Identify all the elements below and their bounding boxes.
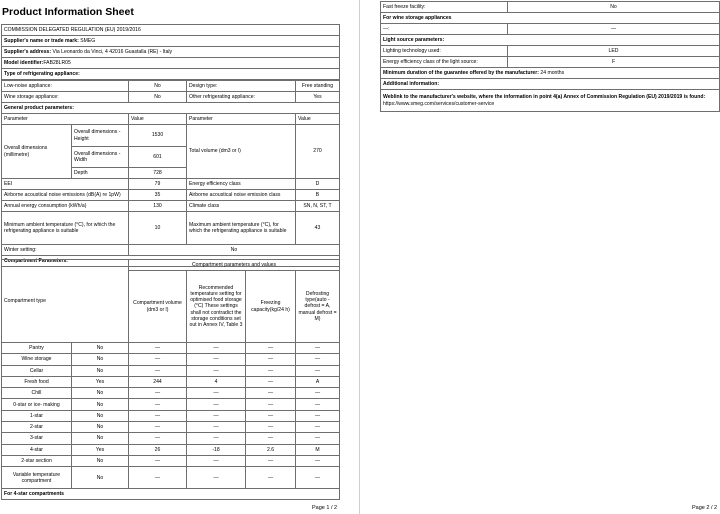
compartment-name: 2-star section bbox=[2, 455, 72, 466]
compartment-present: No bbox=[72, 467, 129, 489]
parameter-header-2: Parameter bbox=[187, 114, 296, 125]
compartment-name: Cellar bbox=[2, 365, 72, 376]
wine-storage-value: No bbox=[129, 92, 187, 103]
compartment-present: No bbox=[72, 455, 129, 466]
annual-energy-value: 130 bbox=[129, 201, 187, 212]
compartment-name: Chill bbox=[2, 388, 72, 399]
supplier-name-row: Supplier's name or trade mark: SMEG bbox=[2, 36, 340, 47]
winter-setting-label: Winter setting: bbox=[2, 245, 129, 256]
wine-row-value: — bbox=[508, 24, 720, 35]
compartment-row bbox=[2, 433, 340, 444]
compartment-freezing: — bbox=[246, 422, 296, 433]
page-number: Page 1 / 2 bbox=[312, 505, 338, 511]
low-noise-value: No bbox=[129, 81, 187, 92]
light-class-label: Energy efficiency class of the light source: bbox=[381, 57, 508, 68]
four-star-heading: For 4-star compartments bbox=[2, 489, 340, 500]
compartment-row bbox=[2, 388, 340, 399]
design-type-value: Free standing bbox=[296, 81, 340, 92]
general-parameters-table bbox=[1, 102, 340, 267]
height-label: Overall dimensions - Height bbox=[72, 125, 129, 147]
compartment-present: No bbox=[72, 354, 129, 365]
compartment-defrost: — bbox=[296, 399, 340, 410]
compartment-volume: 244 bbox=[129, 376, 187, 387]
design-type-label: Design type: bbox=[187, 81, 296, 92]
regulation-text: COMMISSION DELEGATED REGULATION (EU) 2019/2016 bbox=[2, 25, 340, 36]
noise-class-value: B bbox=[296, 190, 340, 201]
compartment-temp: — bbox=[187, 433, 246, 444]
compartment-defrost: A bbox=[296, 376, 340, 387]
fast-freeze-label: Fast freeze facility: bbox=[381, 2, 508, 13]
compartment-row bbox=[2, 444, 340, 455]
guarantee-row: Minimum duration of the guarantee offered by the manufacturer: 24 months bbox=[381, 68, 720, 79]
lighting-tech-value: LED bbox=[508, 46, 720, 57]
energy-class-value: D bbox=[296, 179, 340, 190]
wine-storage-label: Wine storage appliance: bbox=[2, 92, 129, 103]
other-appliance-value: Yes bbox=[296, 92, 340, 103]
compartment-temp: -18 bbox=[187, 444, 246, 455]
compartment-table bbox=[1, 259, 340, 500]
compartment-defrost: — bbox=[296, 433, 340, 444]
compartment-row bbox=[2, 422, 340, 433]
compartment-temp: — bbox=[187, 343, 246, 354]
compartment-temp: — bbox=[187, 354, 246, 365]
max-temp-value: 43 bbox=[296, 212, 340, 245]
compartment-row bbox=[2, 343, 340, 354]
compartment-temp: — bbox=[187, 388, 246, 399]
compartment-heading: Compartment Parameters: bbox=[2, 256, 340, 267]
value-header-2: Value bbox=[296, 114, 340, 125]
wine-row-label: —: bbox=[381, 24, 508, 35]
compartment-freezing: — bbox=[246, 388, 296, 399]
compartment-freezing: — bbox=[246, 455, 296, 466]
compartment-present: No bbox=[72, 433, 129, 444]
compartment-temp: — bbox=[187, 365, 246, 376]
height-value: 1530 bbox=[129, 125, 187, 147]
volume-column-header: Compartment volume (dm3 or l) bbox=[129, 271, 187, 343]
compartment-row bbox=[2, 410, 340, 421]
lighting-tech-label: Lighting technology used: bbox=[381, 46, 508, 57]
compartment-temp: 4 bbox=[187, 376, 246, 387]
parameter-header: Parameter bbox=[2, 114, 129, 125]
compartment-name: 0-star or ice- making bbox=[2, 399, 72, 410]
general-heading: General product parameters: bbox=[2, 103, 340, 114]
compartment-row bbox=[2, 365, 340, 376]
compartment-name: 1-star bbox=[2, 410, 72, 421]
page2-table bbox=[380, 1, 720, 112]
width-value: 601 bbox=[129, 147, 187, 168]
page-title: Product Information Sheet bbox=[2, 6, 134, 18]
compartment-temp: — bbox=[187, 410, 246, 421]
compartment-name: 2-star bbox=[2, 422, 72, 433]
compartment-params-header: Compartment parameters and values bbox=[129, 260, 340, 271]
compartment-defrost: — bbox=[296, 354, 340, 365]
compartment-name: Variable temperature compartment bbox=[2, 467, 72, 489]
compartment-defrost: — bbox=[296, 467, 340, 489]
compartment-present: Yes bbox=[72, 444, 129, 455]
light-class-value: F bbox=[508, 57, 720, 68]
appliance-type-table bbox=[1, 80, 340, 103]
compartment-row bbox=[2, 354, 340, 365]
eei-label: EEI bbox=[2, 179, 129, 190]
weblink-row: Weblink to the manufacturer's website, where the information in point 4(a) Annex of Commission Regulation (EU) 2019/2019 is found: https://www.smeg.com/services/customer-service bbox=[381, 90, 720, 112]
depth-value: 728 bbox=[129, 168, 187, 179]
compartment-freezing: — bbox=[246, 343, 296, 354]
compartment-present: No bbox=[72, 388, 129, 399]
min-temp-label: Minimum ambient temperature (°C), for which the refrigerating appliance is suitable bbox=[2, 212, 129, 245]
total-volume-value: 270 bbox=[296, 125, 340, 179]
min-temp-value: 10 bbox=[129, 212, 187, 245]
compartment-volume: — bbox=[129, 365, 187, 376]
compartment-present: No bbox=[72, 399, 129, 410]
compartment-volume: — bbox=[129, 422, 187, 433]
winter-setting-value: No bbox=[129, 245, 340, 256]
compartment-volume: — bbox=[129, 467, 187, 489]
fast-freeze-value: No bbox=[508, 2, 720, 13]
page-number-2: Page 2 / 2 bbox=[692, 505, 718, 511]
compartment-defrost: — bbox=[296, 365, 340, 376]
temperature-column-header: Recommended temperature setting for optimised food storage (°C) These settings shall not contradict the storage conditions set out in Annex IV, Table 3 bbox=[187, 271, 246, 343]
overall-dimensions-label: Overall dimensions (millimetre) bbox=[2, 125, 72, 179]
compartment-volume: — bbox=[129, 354, 187, 365]
compartment-row bbox=[2, 376, 340, 387]
compartment-temp: — bbox=[187, 399, 246, 410]
freezing-column-header: Freezing capacity(kg/24 h) bbox=[246, 271, 296, 343]
compartment-volume: — bbox=[129, 343, 187, 354]
compartment-defrost: — bbox=[296, 388, 340, 399]
energy-class-label: Energy efficiency class bbox=[187, 179, 296, 190]
climate-class-label: Climate class bbox=[187, 201, 296, 212]
max-temp-label: Maximum ambient temperature (°C), for which the refrigerating appliance is suitable bbox=[187, 212, 296, 245]
compartment-freezing: — bbox=[246, 399, 296, 410]
compartment-volume: — bbox=[129, 433, 187, 444]
additional-heading: Additional information: bbox=[381, 79, 720, 90]
compartment-volume: — bbox=[129, 399, 187, 410]
noise-class-label: Airborne acoustical noise emission class bbox=[187, 190, 296, 201]
compartment-freezing: 2.6 bbox=[246, 444, 296, 455]
compartment-row bbox=[2, 455, 340, 466]
total-volume-label: Total volume (dm3 or l) bbox=[187, 125, 296, 179]
compartment-rows bbox=[2, 343, 340, 489]
supplier-address-row: Supplier's address: Via Leonardo da Vinci, 4 42016 Guastalla (RE) - Italy bbox=[2, 47, 340, 58]
model-identifier-row: Model identifier:FAB28LR05 bbox=[2, 58, 340, 69]
compartment-defrost: — bbox=[296, 422, 340, 433]
compartment-defrost: — bbox=[296, 343, 340, 354]
supplier-info-table bbox=[1, 24, 340, 80]
compartment-volume: — bbox=[129, 455, 187, 466]
compartment-name: Fresh food bbox=[2, 376, 72, 387]
compartment-freezing: — bbox=[246, 354, 296, 365]
compartment-volume: 26 bbox=[129, 444, 187, 455]
compartment-present: No bbox=[72, 365, 129, 376]
depth-label: Depth bbox=[72, 168, 129, 179]
compartment-name: 4-star bbox=[2, 444, 72, 455]
compartment-present: No bbox=[72, 410, 129, 421]
compartment-name: Pantry bbox=[2, 343, 72, 354]
wine-heading: For wine storage appliances bbox=[381, 13, 720, 24]
defrost-column-header: Defrosting type(auto - defrost = A, manual defrost = M) bbox=[296, 271, 340, 343]
compartment-temp: — bbox=[187, 455, 246, 466]
compartment-name: Wine storage bbox=[2, 354, 72, 365]
compartment-freezing: — bbox=[246, 433, 296, 444]
type-heading: Type of refrigerating appliance: bbox=[2, 69, 340, 80]
compartment-present: Yes bbox=[72, 376, 129, 387]
compartment-present: No bbox=[72, 343, 129, 354]
compartment-present: No bbox=[72, 422, 129, 433]
annual-energy-label: Annual energy consumption (kWh/a) bbox=[2, 201, 129, 212]
compartment-freezing: — bbox=[246, 365, 296, 376]
compartment-name: 3-star bbox=[2, 433, 72, 444]
compartment-defrost: M bbox=[296, 444, 340, 455]
compartment-type-header: Compartment type bbox=[2, 260, 129, 343]
weblink-url[interactable]: https://www.smeg.com/services/customer-service bbox=[383, 100, 495, 107]
compartment-freezing: — bbox=[246, 376, 296, 387]
page-2 bbox=[360, 0, 720, 514]
eei-value: 79 bbox=[129, 179, 187, 190]
compartment-defrost: — bbox=[296, 410, 340, 421]
value-header: Value bbox=[129, 114, 187, 125]
width-label: Overall dimensions - Width bbox=[72, 147, 129, 168]
noise-emissions-label: Airborne acoustical noise emissions (dB(A) re 1pW) bbox=[2, 190, 129, 201]
compartment-row bbox=[2, 399, 340, 410]
other-appliance-label: Other refrigerating appliance: bbox=[187, 92, 296, 103]
compartment-freezing: — bbox=[246, 410, 296, 421]
compartment-volume: — bbox=[129, 410, 187, 421]
compartment-temp: — bbox=[187, 422, 246, 433]
compartment-defrost: — bbox=[296, 455, 340, 466]
noise-emissions-value: 35 bbox=[129, 190, 187, 201]
compartment-freezing: — bbox=[246, 467, 296, 489]
climate-class-value: SN, N, ST, T bbox=[296, 201, 340, 212]
compartment-volume: — bbox=[129, 388, 187, 399]
compartment-row bbox=[2, 467, 340, 489]
compartment-temp: — bbox=[187, 467, 246, 489]
low-noise-label: Low-noise appliance: bbox=[2, 81, 129, 92]
light-heading: Light source parameters: bbox=[381, 35, 720, 46]
